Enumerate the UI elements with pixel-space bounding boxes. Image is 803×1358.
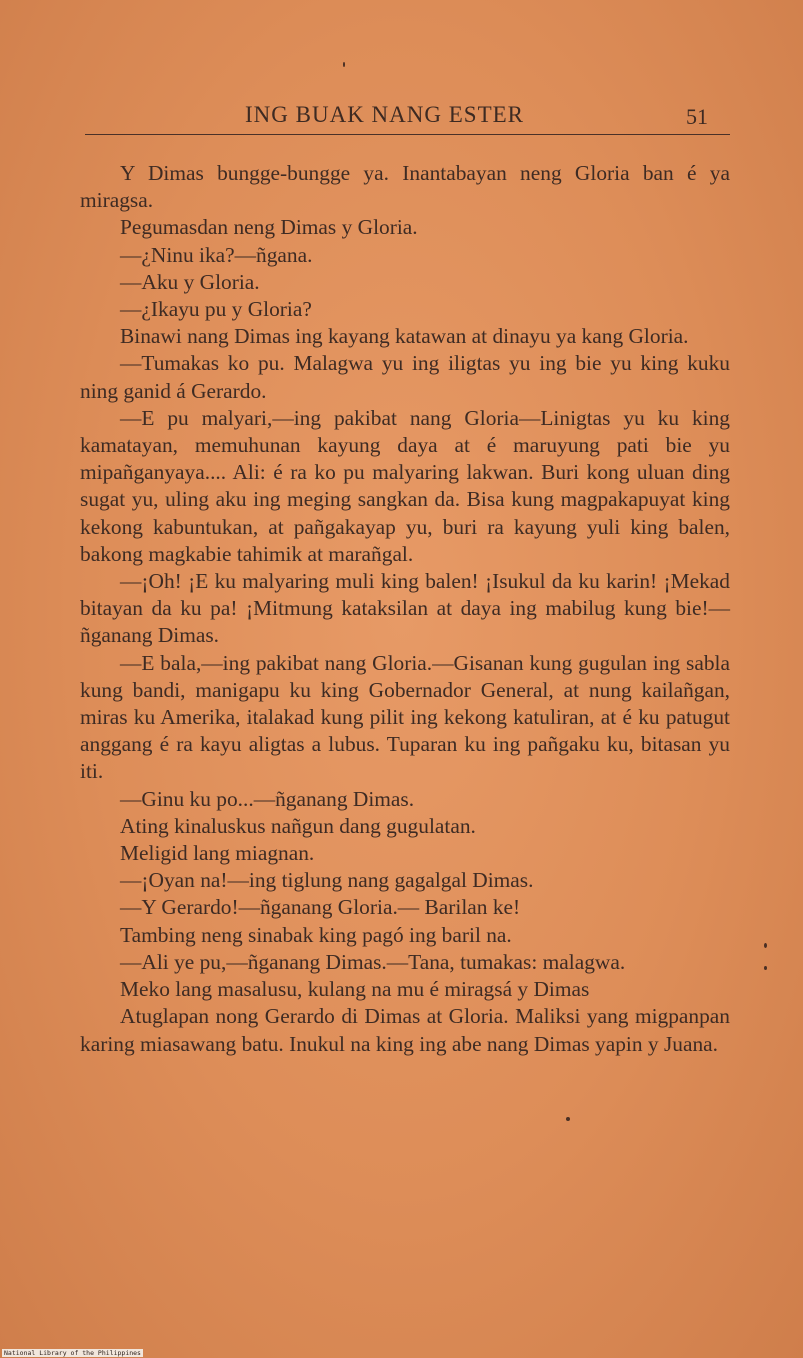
running-title: ING BUAK NANG ESTER [245, 102, 525, 127]
paragraph: —E bala,—ing pakibat nang Gloria.—Gisanan kung gugulan ing sabla kung bandi, manigapu ku king Gobernador General, at nung kailañgan, miras ku Amerika, italakad kung pilit ing kekong katuliran, at é ku patugut anggang é ra kayu aligtas a lubus. Tuparan ku ing pañgaku ku, bitasan yu iti. [80, 650, 730, 784]
paper-speck [566, 1117, 570, 1121]
paragraph: Atuglapan nong Gerardo di Dimas at Gloria. Maliksi yang migpanpan karing miasawang batu. Inukul na king ing abe nang Dimas yapin y Juana. [80, 1004, 730, 1056]
body-text [80, 160, 730, 1058]
paragraph: Ating kinaluskus nañgun dang gugulatan. [120, 813, 476, 838]
paragraph: —Tumakas ko pu. Malagwa yu ing iligtas yu ing bie yu king kuku ning ganid á Gerardo. [80, 351, 730, 403]
paper-speck [764, 966, 767, 970]
paragraph: —E pu malyari,—ing pakibat nang Gloria—Linigtas yu ku king kamatayan, memuhunan kayung daya at é maruyung pati bie yu mipañganyaya.... Ali: é ra ko pu malyaring lakwan. Buri kong uluan ding sugat yu, uling aku ing meging sangkan da. Bisa kung magpakapuyat king kekong kabuntukan, at pañgakayap yu, buri ra kayung yuli king balen, bakong magkabie tahimik at marañgal. [80, 405, 730, 566]
paragraph: —¡Oh! ¡E ku malyaring muli king balen! ¡Isukul da ku karin! ¡Mekad bitayan da ku pa! ¡Mitmung kataksilan at daya ing mabilug kung bie!—ñganang Dimas. [80, 569, 730, 648]
paper-speck [343, 62, 345, 67]
paragraph: Y Dimas bungge-bungge ya. Inantabayan neng Gloria ban é ya miragsa. [80, 161, 730, 213]
paragraph: —Ginu ku po...—ñganang Dimas. [120, 786, 415, 811]
library-credit: National Library of the Philippines [4, 1349, 141, 1357]
paragraph: Meligid lang miagnan. [120, 841, 315, 866]
running-header [85, 98, 730, 135]
paragraph: —Ali ye pu,—ñganang Dimas.—Tana, tumakas: malagwa. [120, 949, 626, 974]
paper-speck [764, 943, 767, 948]
paragraph: Binawi nang Dimas ing kayang katawan at dinayu ya kang Gloria. [120, 324, 689, 349]
paragraph: Pegumasdan neng Dimas y Gloria. [120, 215, 418, 240]
paragraph: —¡Oyan na!—ing tiglung nang gagalgal Dimas. [120, 868, 534, 893]
paragraph: —Y Gerardo!—ñganang Gloria.— Barilan ke! [120, 895, 521, 920]
paragraph: Tambing neng sinabak king pagó ing baril na. [120, 922, 512, 947]
paragraph: —¿Ikayu pu y Gloria? [120, 297, 312, 322]
paragraph: —Aku y Gloria. [120, 269, 260, 294]
page-number: 51 [686, 104, 708, 129]
paragraph: Meko lang masalusu, kulang na mu é miragsá y Dimas [120, 977, 590, 1002]
paragraph: —¿Ninu ika?—ñgana. [120, 242, 313, 267]
